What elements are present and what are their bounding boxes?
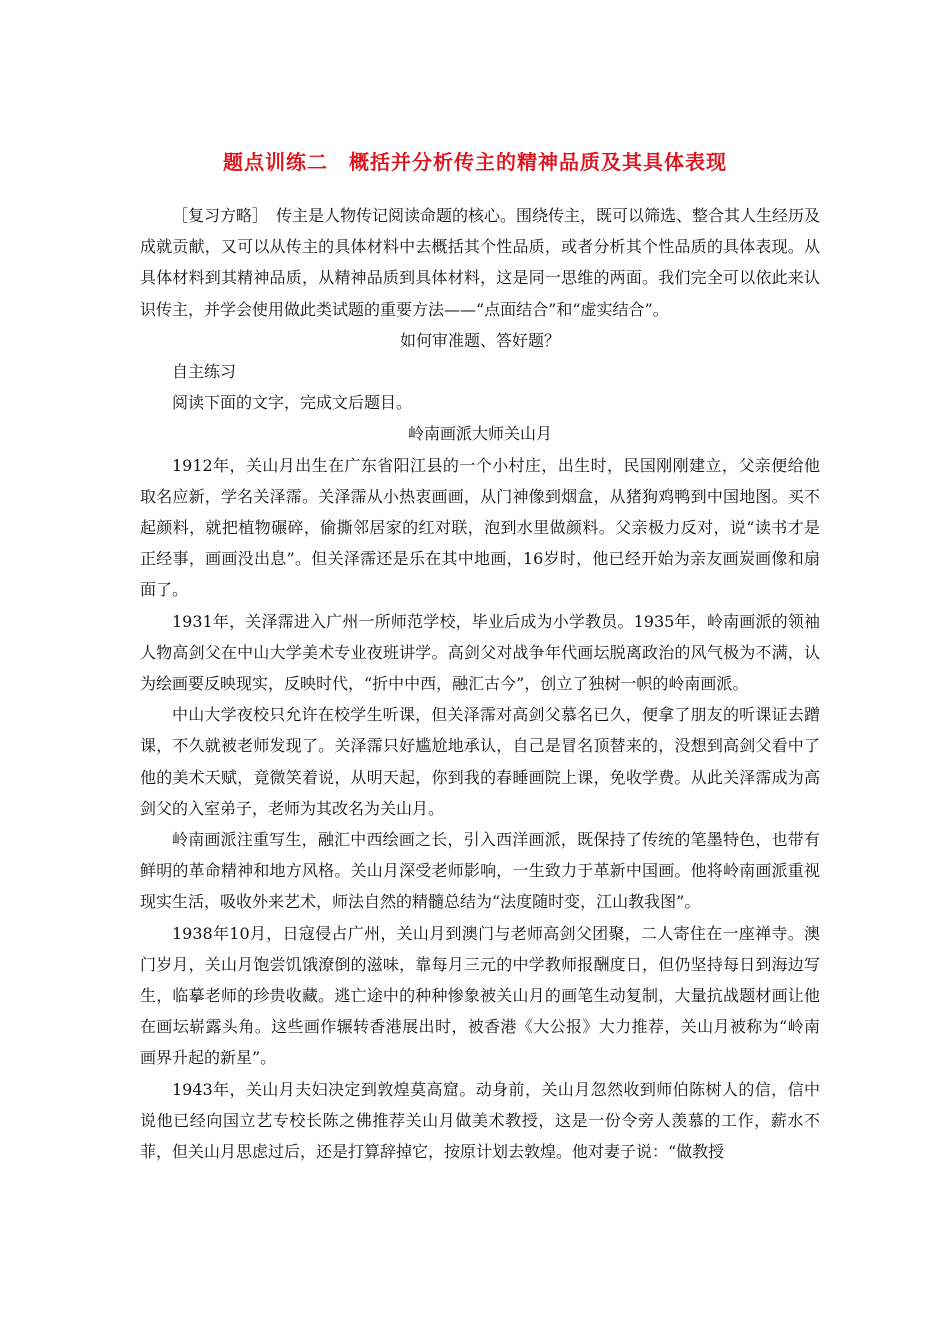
practice-label: 自主练习: [172, 362, 237, 382]
reading-instruction: 阅读下面的文字，完成文后题目。: [172, 393, 413, 413]
document-body: [140, 200, 820, 1167]
article-paragraph: 1912年，关山月出生在广东省阳江县的一个小村庄，出生时，民国刚刚建立，父亲便给他取名应新，学名关泽霈。关泽霈从小热衷画画，从门神像到烟盒，从猪狗鸡鸭到中国地图。买不起颜料，就把植物碾碎，偷撕邻居家的红对联，泡到水里做颜料。父亲极力反对，说“读书才是正经事，画画没出息”。但关泽霈还是乐在其中地画，16岁时，他已经开始为亲友画炭画像和扇面了。: [140, 455, 820, 600]
article-paragraph: 1931年，关泽霈进入广州一所师范学校，毕业后成为小学教员。1935年，岭南画派的领袖人物高剑父在中山大学美术专业夜班讲学。高剑父对战争年代画坛脱离政治的风气极为不满，认为绘画要反映现实，反映时代，“折中中西，融汇古今”，创立了独树一帜的岭南画派。: [140, 611, 820, 694]
article-title: 岭南画派大师关山月: [407, 424, 552, 444]
article-paragraph: 岭南画派注重写生，融汇中西绘画之长，引入西洋画派，既保持了传统的笔墨特色，也带有鲜明的革命精神和地方风格。关山月深受老师影响，一生致力于革新中国画。他将岭南画派重视现实生活，吸收外来艺术，师法自然的精髓总结为“法度随时变，江山教我图”。: [140, 830, 820, 912]
article-paragraph: 1943年，关山月夫妇决定到敦煌莫高窟。动身前，关山月忽然收到师伯陈树人的信，信中说他已经向国立艺专校长陈之佛推荐关山月做美术教授，这是一份令旁人羡慕的工作，薪水不菲，但关山月思虑过后，还是打算辞掉它，按原计划去敦煌。他对妻子说：“做教授: [140, 1079, 820, 1162]
article-paragraph: 中山大学夜校只允许在校学生听课，但关泽霈对高剑父慕名已久，便拿了朋友的听课证去蹭课，不久就被老师发现了。关泽霈只好尴尬地承认，自己是冒名顶替来的，没想到高剑父看中了他的美术天赋，竟微笑着说，从明天起，你到我的春睡画院上课，免收学费。从此关泽霈成为高剑父的入室弟子，老师为其改名为关山月。: [140, 705, 820, 818]
review-strategy-paragraph: ［复习方略］ 传主是人物传记阅读命题的核心。围绕传主，既可以筛选、整合其人生经历及成就贡献，又可以从传主的具体材料中去概括其个性品质，或者分析其个性品质的具体表现。从具体材料到其精神品质，从精神品质到具体材料，这是同一思维的两面。我们完全可以依此来认识传主，并学会使用做此类试题的重要方法——“点面结合”和“虚实结合”。: [140, 206, 821, 319]
page-title: 题点训练二 概括并分析传主的精神品质及其具体表现: [223, 150, 727, 174]
how-heading: 如何审准题、答好题？: [399, 330, 560, 350]
article-paragraph: 1938年10月，日寇侵占广州，关山月到澳门与老师高剑父团聚，二人寄住在一座禅寺。澳门岁月，关山月饱尝饥饿潦倒的滋味，靠每月三元的中学教师报酬度日，但仍坚持每日到海边写生，临摹老师的珍贵收藏。逃亡途中的种种惨象被关山月的画笔生动复制，大量抗战题材画让他在画坛崭露头角。这些画作辗转香港展出时，被香港《大公报》大力推荐，关山月被称为“岭南画界升起的新星”。: [140, 923, 820, 1068]
